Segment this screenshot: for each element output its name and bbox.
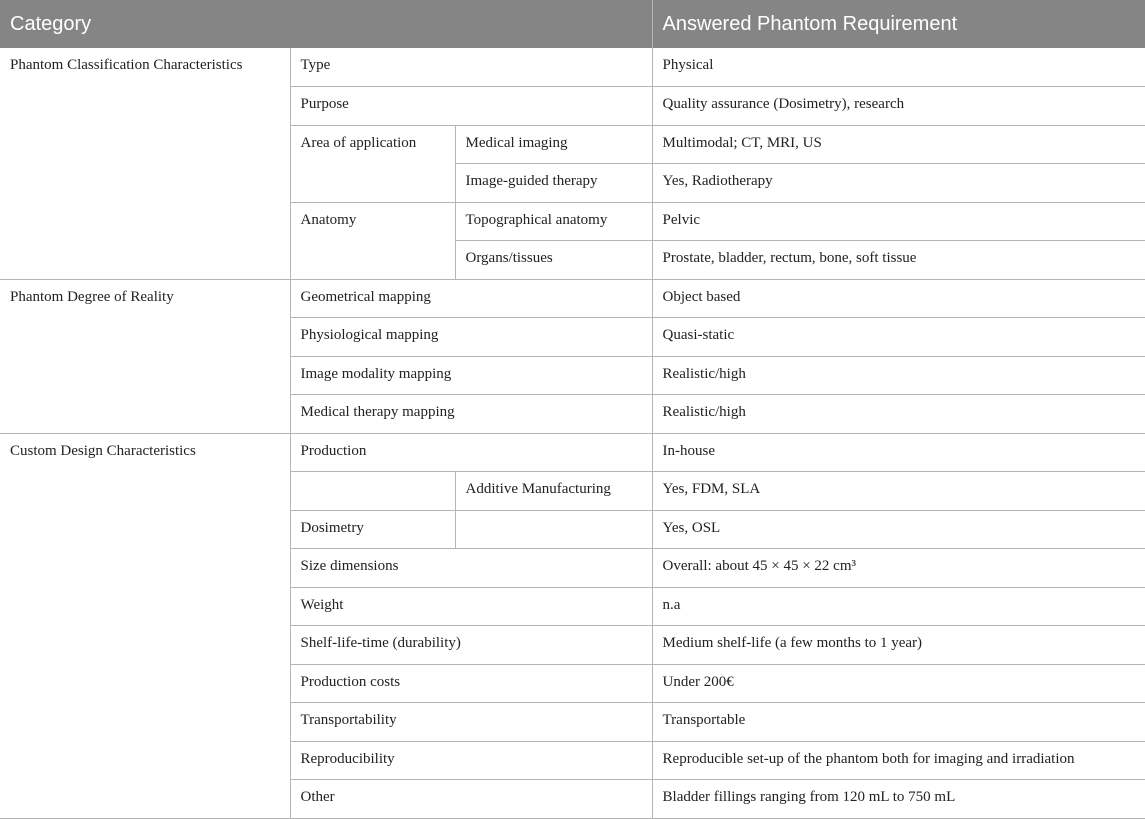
- row-value-igt: Yes, Radiotherapy: [652, 164, 1145, 203]
- table-row: [0, 433, 1145, 472]
- row-sublabel-topographical: Topographical anatomy: [455, 202, 652, 241]
- group-custom-design: Custom Design Characteristics: [0, 433, 290, 818]
- row-value-transport: Transportable: [652, 703, 1145, 742]
- row-label-other: Other: [290, 780, 652, 819]
- row-label-size: Size dimensions: [290, 549, 652, 588]
- row-value-shelf-life: Medium shelf-life (a few months to 1 year): [652, 626, 1145, 665]
- row-value-medical-imaging: Multimodal; CT, MRI, US: [652, 125, 1145, 164]
- row-label-physiological: Physiological mapping: [290, 318, 652, 357]
- header-requirement: Answered Phantom Requirement: [652, 0, 1145, 48]
- row-label-production: Production: [290, 433, 652, 472]
- row-label-purpose: Purpose: [290, 87, 652, 126]
- row-label-area: Area of application: [290, 125, 455, 202]
- row-label-anatomy: Anatomy: [290, 202, 455, 279]
- row-value-weight: n.a: [652, 587, 1145, 626]
- row-value-size: Overall: about 45 × 45 × 22 cm³: [652, 549, 1145, 588]
- row-value-costs: Under 200€: [652, 664, 1145, 703]
- row-value-physiological: Quasi-static: [652, 318, 1145, 357]
- header-row: [0, 0, 1145, 48]
- row-label-shelf-life: Shelf-life-time (durability): [290, 626, 652, 665]
- group-classification: Phantom Classification Characteristics: [0, 48, 290, 279]
- row-value-organs: Prostate, bladder, rectum, bone, soft tissue: [652, 241, 1145, 280]
- row-label-image-modality: Image modality mapping: [290, 356, 652, 395]
- row-value-additive: Yes, FDM, SLA: [652, 472, 1145, 511]
- row-sublabel-empty: [455, 510, 652, 549]
- row-sublabel-additive: Additive Manufacturing: [455, 472, 652, 511]
- row-value-medical-therapy: Realistic/high: [652, 395, 1145, 434]
- row-label-costs: Production costs: [290, 664, 652, 703]
- row-label-empty: [290, 472, 455, 511]
- row-value-purpose: Quality assurance (Dosimetry), research: [652, 87, 1145, 126]
- row-label-geometrical: Geometrical mapping: [290, 279, 652, 318]
- row-label-type: Type: [290, 48, 652, 87]
- row-sublabel-organs: Organs/tissues: [455, 241, 652, 280]
- row-label-transport: Transportability: [290, 703, 652, 742]
- row-value-type: Physical: [652, 48, 1145, 87]
- row-value-reproducibility: Reproducible set-up of the phantom both for imaging and irradiation: [652, 741, 1145, 780]
- row-sublabel-medical-imaging: Medical imaging: [455, 125, 652, 164]
- row-value-dosimetry: Yes, OSL: [652, 510, 1145, 549]
- row-label-weight: Weight: [290, 587, 652, 626]
- row-value-topographical: Pelvic: [652, 202, 1145, 241]
- group-reality: Phantom Degree of Reality: [0, 279, 290, 433]
- row-label-dosimetry: Dosimetry: [290, 510, 455, 549]
- row-value-other: Bladder fillings ranging from 120 mL to 750 mL: [652, 780, 1145, 819]
- row-value-image-modality: Realistic/high: [652, 356, 1145, 395]
- row-value-geometrical: Object based: [652, 279, 1145, 318]
- header-category: Category: [0, 0, 652, 48]
- row-value-production: In-house: [652, 433, 1145, 472]
- row-label-medical-therapy: Medical therapy mapping: [290, 395, 652, 434]
- table-row: [0, 279, 1145, 318]
- row-label-reproducibility: Reproducibility: [290, 741, 652, 780]
- row-sublabel-igt: Image-guided therapy: [455, 164, 652, 203]
- table-row: [0, 48, 1145, 87]
